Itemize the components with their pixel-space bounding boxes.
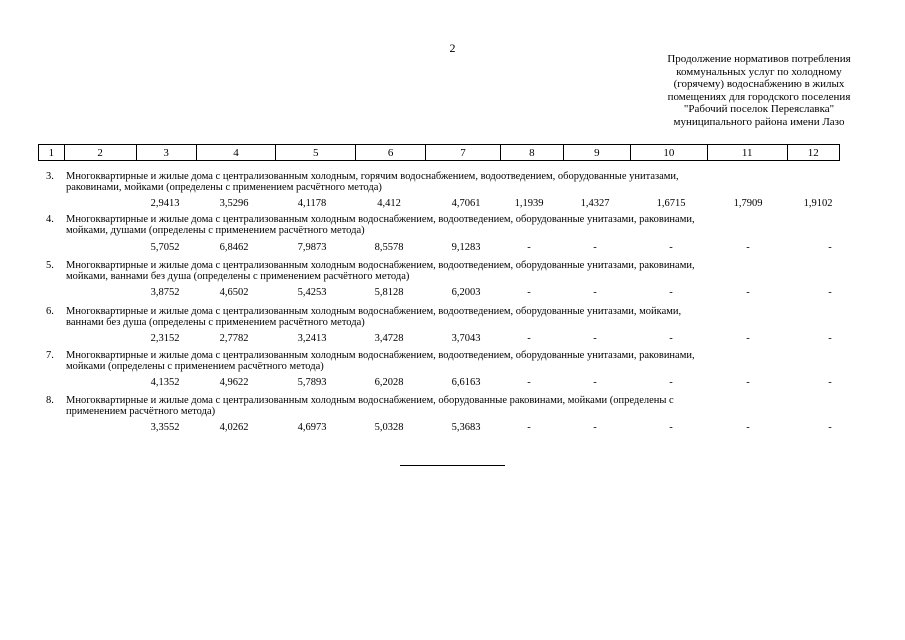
row-number: 8.: [46, 395, 54, 406]
value-cell: 4,1178: [297, 198, 327, 209]
column-number: 11: [707, 145, 787, 161]
value-cell: 5,4253: [297, 287, 327, 298]
value-cell: 4,0262: [219, 422, 249, 433]
row-description-line: раковинами, мойками (определены с применением расчётного метода): [66, 181, 382, 193]
header-line: "Рабочий поселок Переяславка": [683, 103, 835, 115]
value-cell: 6,2003: [451, 287, 481, 298]
value-cell: -: [527, 287, 531, 298]
row-values: [0, 198, 905, 210]
value-cell: -: [746, 377, 750, 388]
value-cell: 5,7052: [150, 242, 180, 253]
row-values: [0, 333, 905, 345]
value-cell: -: [746, 333, 750, 344]
row-description-line: мойками, ваннами без душа (определены с применением расчётного метода): [66, 270, 410, 282]
row-description: [66, 261, 846, 282]
value-cell: 9,1283: [451, 242, 481, 253]
value-cell: 5,3683: [451, 422, 481, 433]
value-cell: -: [527, 377, 531, 388]
value-cell: -: [593, 422, 597, 433]
column-number: 9: [563, 145, 630, 161]
row-description-line: Многоквартирные и жилые дома с централизованным холодным водоснабжением, водоотведением, оборудованные унитазами, мойками,: [66, 306, 682, 317]
row-number: 7.: [46, 350, 54, 361]
value-cell: 4,6502: [219, 287, 249, 298]
column-number: 10: [630, 145, 707, 161]
row-description: [66, 351, 846, 372]
header-line: муниципального района имени Лазо: [673, 115, 845, 128]
value-cell: -: [669, 287, 673, 298]
row-number: 6.: [46, 306, 54, 317]
row-number: 5.: [46, 260, 54, 271]
value-cell: -: [669, 377, 673, 388]
row-description-line: Многоквартирные и жилые дома с централизованным холодным водоснабжением, оборудованные раковинами, мойками (определены с: [66, 395, 674, 406]
row-description: [66, 215, 846, 236]
value-cell: 1,7909: [733, 198, 763, 209]
value-cell: 7,9873: [297, 242, 327, 253]
value-cell: 6,8462: [219, 242, 249, 253]
value-cell: 5,0328: [374, 422, 404, 433]
value-cell: 3,7043: [451, 333, 481, 344]
value-cell: 4,7061: [451, 198, 481, 209]
row-values: [0, 377, 905, 389]
row-number: 3.: [46, 171, 54, 182]
row-description-line: Многоквартирные и жилые дома с централизованным холодным водоснабжением, водоотведением, оборудованные унитазами, раковинами,: [66, 350, 695, 361]
value-cell: -: [828, 422, 832, 433]
value-cell: 2,7782: [219, 333, 249, 344]
value-cell: -: [527, 333, 531, 344]
value-cell: -: [593, 333, 597, 344]
value-cell: 2,3152: [150, 333, 180, 344]
header-line: помещениях для городского поселения: [667, 90, 851, 103]
row-values: [0, 422, 905, 434]
row-description-line: Многоквартирные и жилые дома с централизованным холодным водоснабжением, водоотведением, оборудованные унитазами, раковинами,: [66, 214, 695, 225]
column-number: 1: [39, 145, 65, 161]
value-cell: -: [828, 242, 832, 253]
column-number: 2: [64, 145, 136, 161]
header-line: (горячему) водоснабжению в жилых: [673, 78, 845, 90]
value-cell: 4,6973: [297, 422, 327, 433]
value-cell: 4,412: [377, 198, 401, 209]
row-description: [66, 307, 846, 328]
row-description: [66, 172, 846, 193]
value-cell: -: [828, 333, 832, 344]
value-cell: 1,6715: [656, 198, 686, 209]
column-number-row: [38, 144, 840, 161]
value-cell: -: [669, 333, 673, 344]
value-cell: 3,5296: [219, 198, 249, 209]
header-line: Продолжение нормативов потребления: [667, 53, 851, 65]
value-cell: -: [828, 287, 832, 298]
value-cell: 1,9102: [803, 198, 833, 209]
value-cell: 5,7893: [297, 377, 327, 388]
row-description-line: мойками (определены с применением расчётного метода): [66, 360, 324, 372]
column-number: 6: [356, 145, 426, 161]
column-number: 5: [276, 145, 356, 161]
row-description-line: Многоквартирные и жилые дома с централизованным холодным водоснабжением, водоотведением, оборудованные унитазами, раковинами,: [66, 260, 695, 271]
row-number: 4.: [46, 214, 54, 225]
value-cell: 4,9622: [219, 377, 249, 388]
value-cell: -: [746, 242, 750, 253]
column-number: 12: [787, 145, 839, 161]
value-cell: -: [746, 422, 750, 433]
column-number: 4: [196, 145, 276, 161]
value-cell: 5,8128: [374, 287, 404, 298]
row-description-line: Многоквартирные и жилые дома с централизованным холодным, горячим водоснабжением, водоотведением, оборудованные унитазами,: [66, 171, 679, 182]
value-cell: 8,5578: [374, 242, 404, 253]
footer-divider: [400, 465, 505, 466]
value-cell: -: [593, 377, 597, 388]
value-cell: 3,4728: [374, 333, 404, 344]
value-cell: 2,9413: [150, 198, 180, 209]
row-values: [0, 287, 905, 299]
row-description-line: применением расчётного метода): [66, 405, 216, 417]
page-number: 2: [449, 41, 456, 55]
value-cell: 3,3552: [150, 422, 180, 433]
value-cell: 6,2028: [374, 377, 404, 388]
row-description: [66, 396, 846, 417]
column-number: 7: [426, 145, 501, 161]
row-values: [0, 242, 905, 254]
value-cell: -: [746, 287, 750, 298]
value-cell: -: [593, 287, 597, 298]
value-cell: -: [527, 242, 531, 253]
value-cell: 4,1352: [150, 377, 180, 388]
row-description-line: мойками, душами (определены с применением расчётного метода): [66, 224, 365, 236]
value-cell: 3,8752: [150, 287, 180, 298]
column-number: 8: [500, 145, 563, 161]
value-cell: -: [828, 377, 832, 388]
document-header: [600, 53, 905, 128]
value-cell: 6,6163: [451, 377, 481, 388]
column-number: 3: [136, 145, 196, 161]
value-cell: 1,4327: [580, 198, 610, 209]
value-cell: 1,1939: [514, 198, 544, 209]
header-line: коммунальных услуг по холодному: [676, 65, 842, 78]
value-cell: -: [669, 242, 673, 253]
row-description-line: ваннами без душа (определены с применением расчётного метода): [66, 316, 365, 328]
value-cell: 3,2413: [297, 333, 327, 344]
value-cell: -: [593, 242, 597, 253]
value-cell: -: [527, 422, 531, 433]
value-cell: -: [669, 422, 673, 433]
